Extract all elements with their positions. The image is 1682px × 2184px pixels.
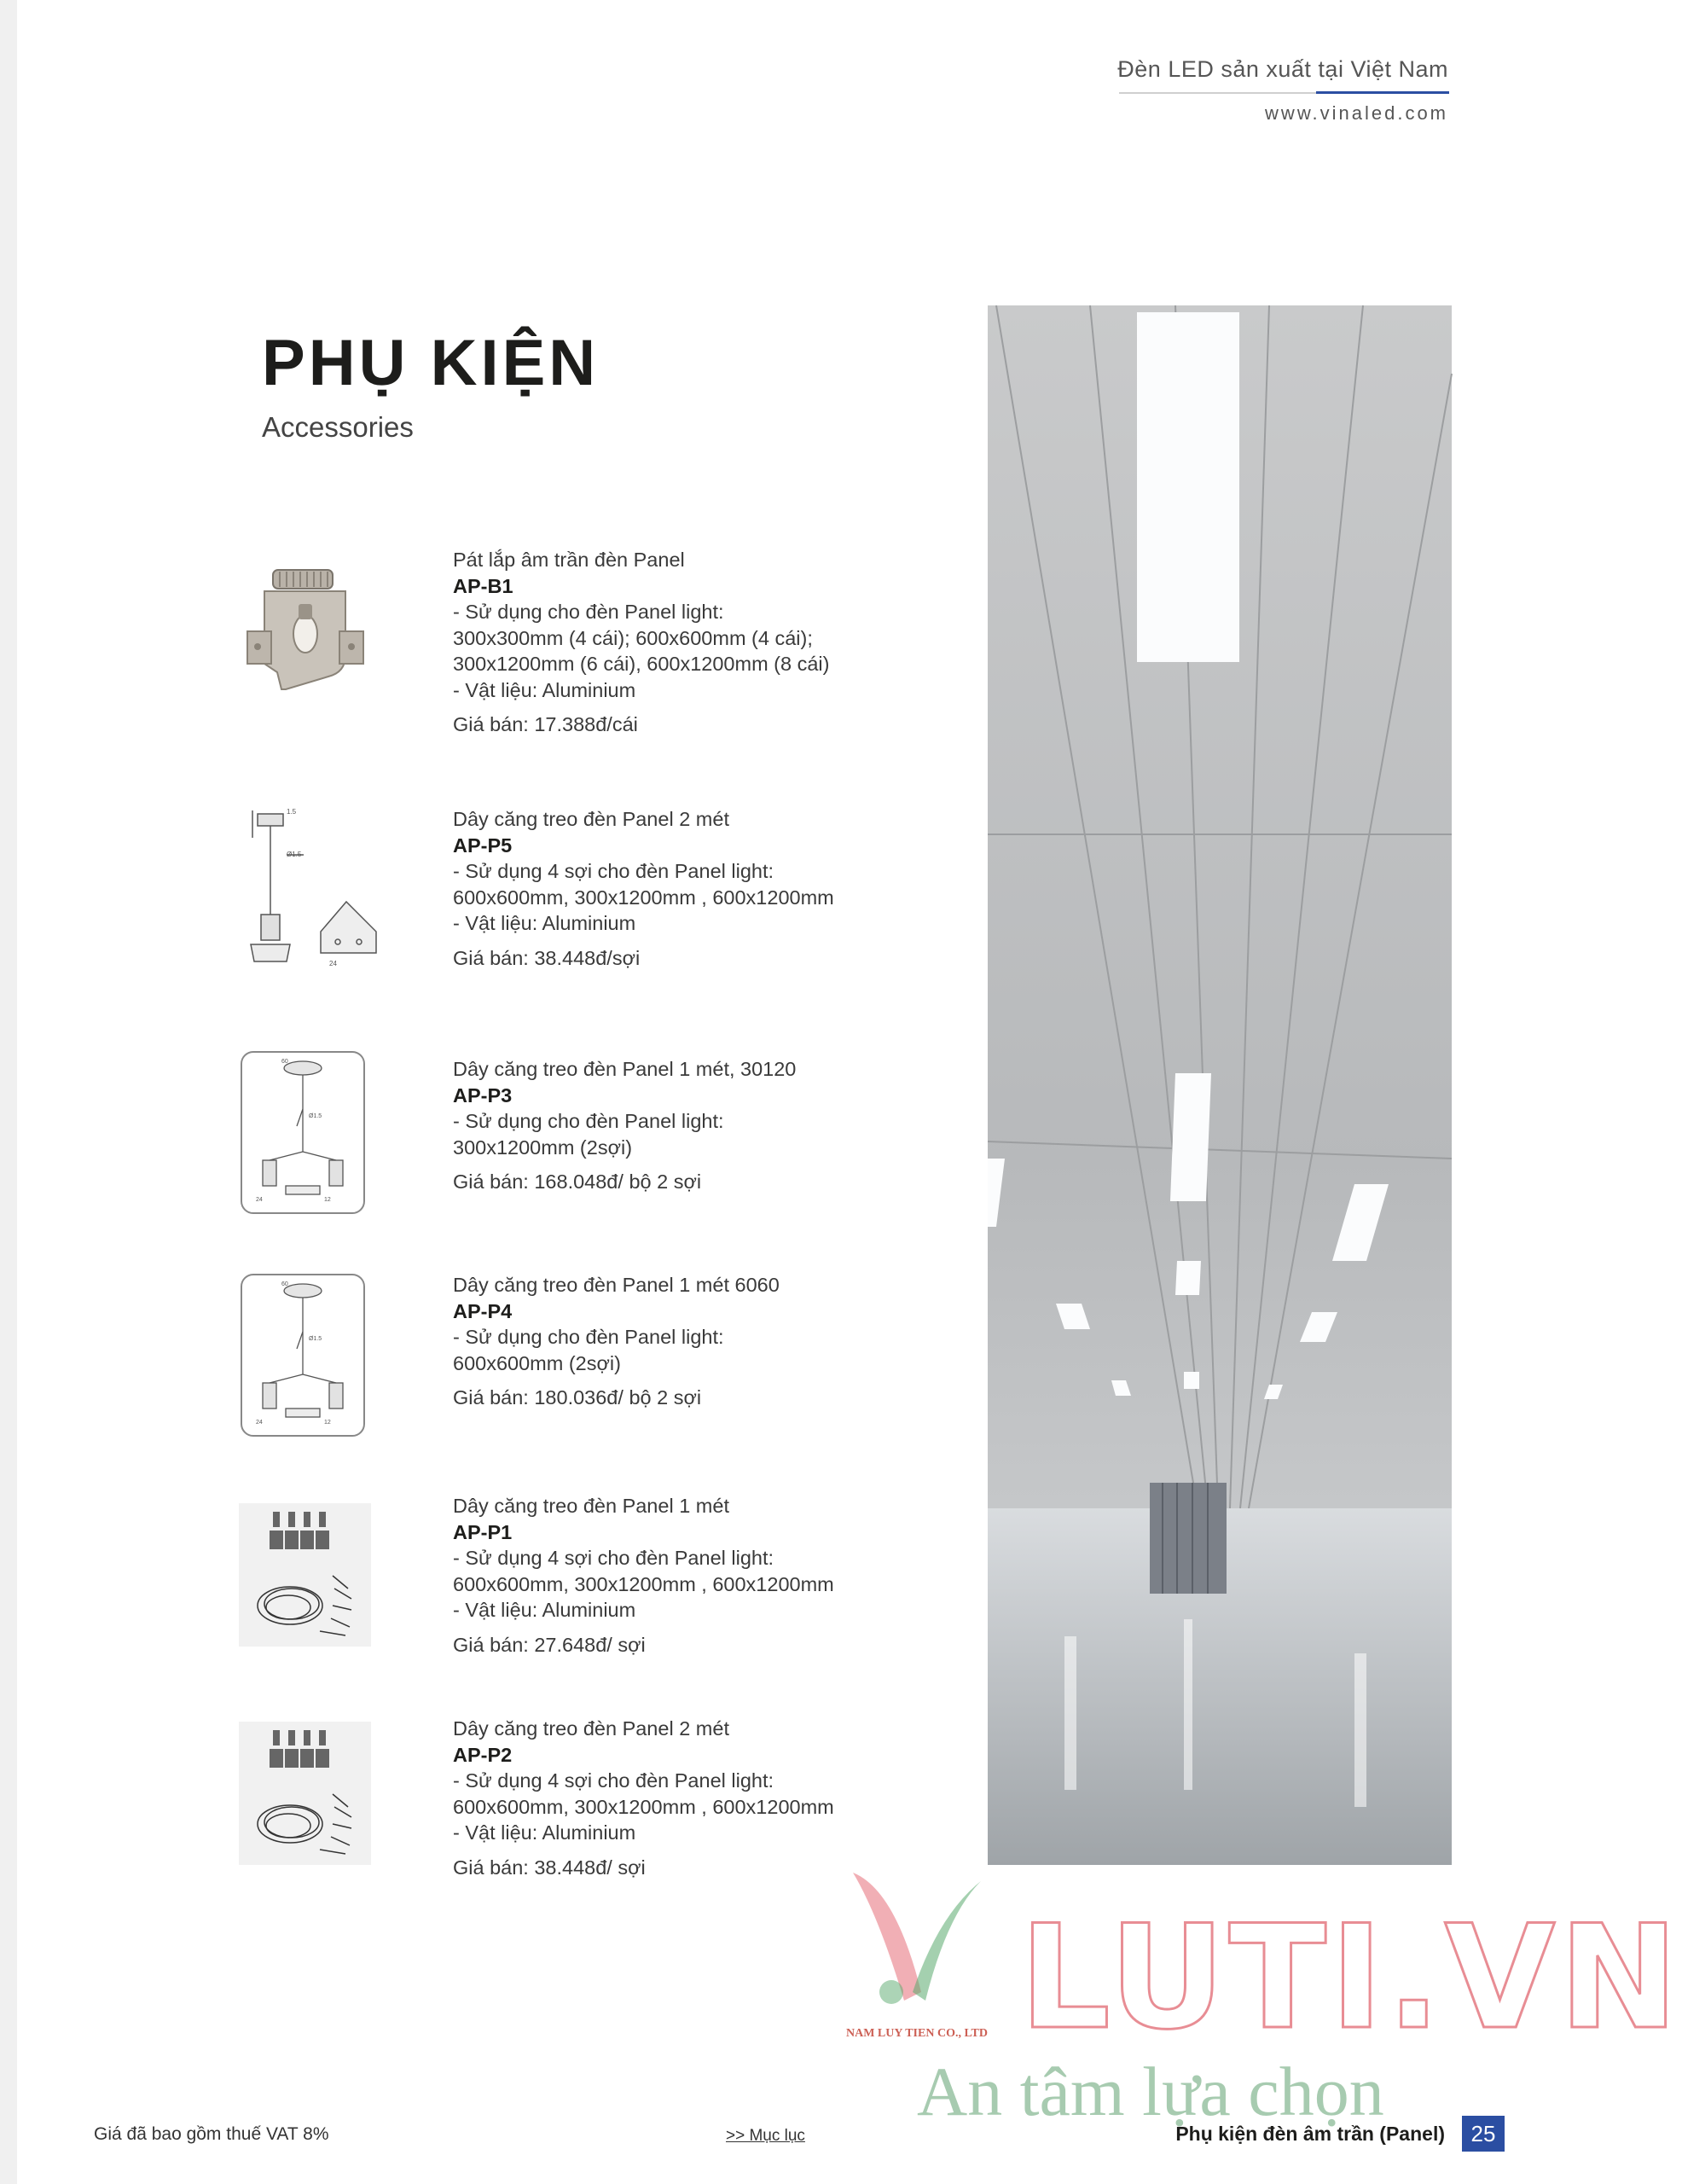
cable-kit-icon [239, 1503, 371, 1647]
product-ap-p5 [453, 806, 896, 971]
product-name: Dây căng treo đèn Panel 2 mét [453, 1717, 729, 1740]
product-spec-line: - Sử dụng cho đèn Panel light: [453, 1110, 724, 1132]
product-ap-p1 [453, 1493, 896, 1658]
luti-logo-icon [844, 1864, 998, 2035]
product-spec-line: 300x1200mm (2sợi) [453, 1136, 633, 1159]
page-number: 25 [1462, 2116, 1505, 2152]
svg-text:12: 12 [324, 1197, 331, 1203]
section-name: Phụ kiện đèn âm trần (Panel) [1175, 2123, 1445, 2145]
header-website[interactable]: www.vinaled.com [1265, 102, 1448, 124]
product-spec-line: 300x1200mm (6 cái), 600x1200mm (8 cái) [453, 653, 830, 675]
product-spec-line: - Sử dụng 4 sợi cho đèn Panel light: [453, 1769, 774, 1792]
product-spec-line: 600x600mm (2sợi) [453, 1351, 621, 1374]
product-spec-line: 600x600mm, 300x1200mm , 600x1200mm [453, 886, 834, 909]
product-price: Giá bán: 168.048đ/ bộ 2 sợi [453, 1170, 702, 1193]
product-spec-line: - Vật liệu: Aluminium [453, 1821, 636, 1844]
product-code: AP-P2 [453, 1743, 513, 1766]
svg-text:60: 60 [281, 1059, 288, 1065]
suspension-wire-diagram-icon [227, 804, 397, 967]
product-price: Giá bán: 38.448đ/sợi [453, 946, 641, 969]
product-price: Giá bán: 180.036đ/ bộ 2 sợi [453, 1386, 702, 1409]
product-name: Dây căng treo đèn Panel 2 mét [453, 808, 729, 830]
office-ceiling-photo [988, 305, 1452, 1865]
product-price: Giá bán: 27.648đ/ sợi [453, 1633, 646, 1656]
svg-text:Ø1.5: Ø1.5 [309, 1336, 322, 1342]
product-spec-line: 600x600mm, 300x1200mm , 600x1200mm [453, 1572, 834, 1595]
svg-text:24: 24 [256, 1420, 263, 1426]
product-spec-line: - Sử dụng cho đèn Panel light: [453, 1326, 724, 1348]
product-code: AP-P3 [453, 1083, 513, 1107]
product-ap-p2 [453, 1716, 896, 1880]
product-name: Pát lắp âm trần đèn Panel [453, 549, 685, 571]
product-ap-p4 [453, 1272, 896, 1411]
product-spec-line: - Sử dụng 4 sợi cho đèn Panel light: [453, 1547, 774, 1569]
header-tagline: Đèn LED sản xuất tại Việt Nam [1117, 56, 1448, 82]
watermark-slogan: An tâm lựa chọn [917, 2053, 1384, 2130]
product-ap-p3 [453, 1056, 896, 1195]
svg-text:12: 12 [324, 1420, 331, 1426]
suspension-kit-diagram-icon [239, 1049, 367, 1216]
watermark-brand: LUTI.VN [1019, 1894, 1682, 2061]
product-price: Giá bán: 38.448đ/ sợi [453, 1856, 646, 1879]
product-code: AP-P5 [453, 834, 513, 857]
svg-text:Ø1.5: Ø1.5 [287, 851, 302, 858]
product-code: AP-P1 [453, 1520, 513, 1543]
product-spec-line: - Vật liệu: Aluminium [453, 1599, 636, 1621]
spring-clip-icon [239, 553, 371, 702]
product-name: Dây căng treo đèn Panel 1 mét, 30120 [453, 1058, 797, 1080]
vat-note: Giá đã bao gồm thuế VAT 8% [94, 2124, 329, 2144]
page-title: PHỤ KIỆN [262, 327, 600, 399]
product-spec-line: - Sử dụng cho đèn Panel light: [453, 601, 724, 623]
svg-text:1.5: 1.5 [287, 808, 297, 816]
watermark-company: NAM LUY TIEN CO., LTD [846, 2027, 988, 2040]
page-subtitle: Accessories [262, 411, 414, 443]
svg-text:Ø1.5: Ø1.5 [309, 1113, 322, 1119]
product-spec-line: 300x300mm (4 cái); 600x600mm (4 cái); [453, 626, 813, 649]
product-name: Dây căng treo đèn Panel 1 mét 6060 [453, 1274, 780, 1296]
product-spec-line: - Vật liệu: Aluminium [453, 912, 636, 934]
product-spec-line: - Vật liệu: Aluminium [453, 678, 636, 701]
suspension-kit-diagram-icon [239, 1272, 367, 1438]
product-price: Giá bán: 17.388đ/cái [453, 713, 638, 735]
product-code: AP-P4 [453, 1299, 513, 1322]
toc-link[interactable]: >> Mục lục [726, 2127, 805, 2145]
product-name: Dây căng treo đèn Panel 1 mét [453, 1495, 729, 1517]
product-code: AP-B1 [453, 574, 513, 597]
product-spec-line: 600x600mm, 300x1200mm , 600x1200mm [453, 1795, 834, 1818]
product-ap-b1 [453, 547, 896, 738]
product-spec-line: - Sử dụng 4 sợi cho đèn Panel light: [453, 860, 774, 882]
page-edge-shadow [0, 0, 17, 2184]
svg-text:24: 24 [329, 960, 337, 967]
header-divider-accent [1316, 91, 1449, 94]
cable-kit-icon [239, 1722, 371, 1865]
svg-text:60: 60 [281, 1281, 288, 1287]
svg-text:24: 24 [256, 1197, 263, 1203]
